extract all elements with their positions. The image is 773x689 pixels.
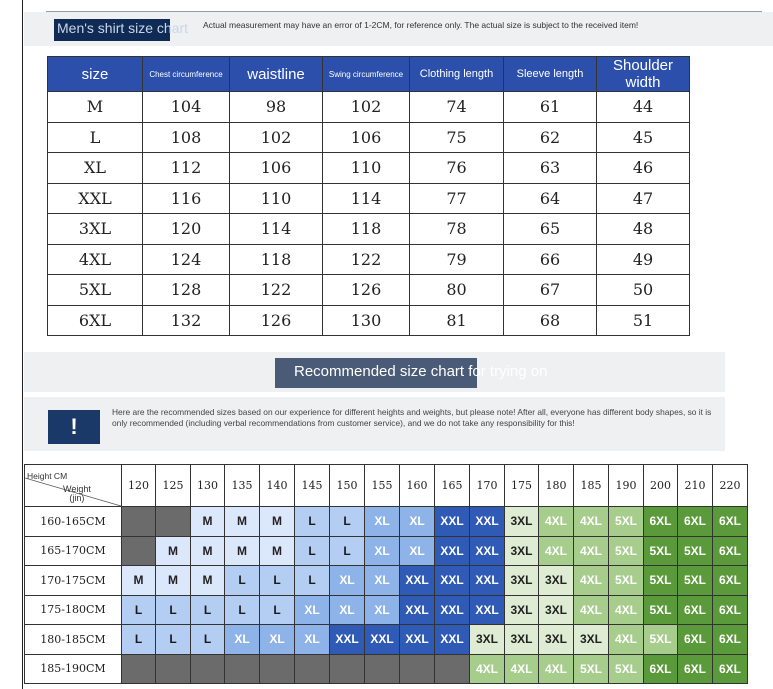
recommended-size-cell: XXL bbox=[400, 566, 435, 596]
measurement-cell: 128 bbox=[143, 275, 230, 306]
measurement-cell: 49 bbox=[597, 244, 690, 275]
recommended-size-cell: M bbox=[260, 536, 295, 566]
recommended-size-cell: XL bbox=[365, 536, 400, 566]
recommended-size-cell: 3XL bbox=[539, 595, 574, 625]
size-label-cell: XXL bbox=[48, 183, 143, 214]
size-label-cell: 5XL bbox=[48, 275, 143, 306]
weight-header-cell: 120 bbox=[122, 465, 156, 507]
measurement-cell: 74 bbox=[410, 92, 504, 123]
measurement-cell: 65 bbox=[504, 214, 597, 245]
recommended-size-cell: L bbox=[260, 566, 295, 596]
recommended-size-cell: 3XL bbox=[470, 625, 505, 655]
size-row bbox=[48, 214, 690, 245]
size-label-cell: 6XL bbox=[48, 305, 143, 336]
weight-header-cell: 145 bbox=[295, 465, 330, 507]
header-shoulder: Shoulder width bbox=[597, 57, 690, 92]
measurement-cell: 110 bbox=[230, 183, 323, 214]
height-label-cell: 170-175CM bbox=[25, 566, 122, 596]
measurement-cell: 112 bbox=[143, 153, 230, 184]
recommended-size-cell bbox=[156, 507, 191, 537]
recommended-size-cell: 6XL bbox=[713, 625, 748, 655]
recommended-size-cell bbox=[156, 654, 191, 684]
weight-header-cell: 185 bbox=[574, 465, 609, 507]
size-label-cell: L bbox=[48, 122, 143, 153]
recommended-size-cell: XXL bbox=[400, 595, 435, 625]
measurement-cell: 102 bbox=[323, 92, 410, 123]
corner-weight-text: Weight bbox=[63, 484, 91, 494]
corner-cell bbox=[25, 465, 122, 507]
recommended-size-cell: XL bbox=[400, 536, 435, 566]
measurement-cell: 64 bbox=[504, 183, 597, 214]
measurement-cell: 47 bbox=[597, 183, 690, 214]
recommended-size-cell: XXL bbox=[435, 536, 470, 566]
header-swing: Swing circumference bbox=[323, 57, 410, 92]
recommended-size-cell: M bbox=[156, 536, 191, 566]
recommended-size-cell: 4XL bbox=[574, 507, 609, 537]
size-label-cell: 3XL bbox=[48, 214, 143, 245]
recommended-size-cell: L bbox=[156, 625, 191, 655]
recommended-size-cell: 5XL bbox=[644, 536, 678, 566]
recommended-size-cell: L bbox=[122, 595, 156, 625]
recommended-size-cell: M bbox=[191, 507, 225, 537]
measurement-cell: 116 bbox=[143, 183, 230, 214]
height-row bbox=[25, 595, 748, 625]
recommended-size-cell: XL bbox=[365, 566, 400, 596]
measurement-cell: 130 bbox=[323, 305, 410, 336]
measurement-cell: 118 bbox=[323, 214, 410, 245]
weight-header-cell: 155 bbox=[365, 465, 400, 507]
recommended-size-cell bbox=[191, 654, 225, 684]
recommended-size-cell: XL bbox=[225, 625, 260, 655]
recommended-size-cell bbox=[365, 654, 400, 684]
size-row bbox=[48, 244, 690, 275]
height-label-cell: 165-170CM bbox=[25, 536, 122, 566]
recommended-size-cell: M bbox=[225, 507, 260, 537]
weight-header-cell: 160 bbox=[400, 465, 435, 507]
recommended-size-cell: M bbox=[156, 566, 191, 596]
header-waistline: waistline bbox=[230, 57, 323, 92]
measurement-cell: 50 bbox=[597, 275, 690, 306]
weight-header-cell: 165 bbox=[435, 465, 470, 507]
measurement-cell: 46 bbox=[597, 153, 690, 184]
recommended-size-cell: 6XL bbox=[713, 566, 748, 596]
corner-height-label: Height CM bbox=[27, 471, 68, 481]
recommended-size-cell: XXL bbox=[470, 507, 505, 537]
height-row bbox=[25, 625, 748, 655]
recommended-size-cell: 4XL bbox=[470, 654, 505, 684]
recommended-size-cell: 5XL bbox=[609, 536, 644, 566]
measurement-cell: 106 bbox=[323, 122, 410, 153]
recommended-size-cell: 4XL bbox=[539, 507, 574, 537]
height-row bbox=[25, 507, 748, 537]
measurement-cell: 75 bbox=[410, 122, 504, 153]
recommended-size-cell: XL bbox=[330, 566, 365, 596]
recommended-size-cell bbox=[435, 654, 470, 684]
height-row bbox=[25, 566, 748, 596]
recommended-size-cell: 5XL bbox=[609, 654, 644, 684]
weight-header-cell: 125 bbox=[156, 465, 191, 507]
recommended-size-cell: 6XL bbox=[713, 536, 748, 566]
size-label-cell: 4XL bbox=[48, 244, 143, 275]
recommended-size-cell: 3XL bbox=[505, 625, 539, 655]
measurement-cell: 67 bbox=[504, 275, 597, 306]
weight-header-cell: 130 bbox=[191, 465, 225, 507]
measurement-cell: 78 bbox=[410, 214, 504, 245]
recommended-size-cell: L bbox=[156, 595, 191, 625]
recommended-size-cell: XXL bbox=[470, 536, 505, 566]
recommended-size-cell: 4XL bbox=[574, 566, 609, 596]
header-clothing-length: Clothing length bbox=[410, 57, 504, 92]
recommended-size-cell: XXL bbox=[470, 595, 505, 625]
weight-header-cell: 180 bbox=[539, 465, 574, 507]
recommended-size-cell: 6XL bbox=[678, 507, 713, 537]
recommended-size-cell: L bbox=[260, 595, 295, 625]
measurement-cell: 61 bbox=[504, 92, 597, 123]
header-size: size bbox=[48, 57, 143, 92]
recommended-size-cell bbox=[295, 654, 330, 684]
recommended-size-cell: 6XL bbox=[713, 507, 748, 537]
recommended-size-cell: XL bbox=[260, 625, 295, 655]
recommended-size-cell: L bbox=[225, 595, 260, 625]
recommended-size-cell: XL bbox=[365, 507, 400, 537]
recommended-size-cell: L bbox=[295, 536, 330, 566]
recommended-size-cell: 5XL bbox=[644, 625, 678, 655]
recommended-size-cell: 6XL bbox=[713, 595, 748, 625]
measurement-cell: 132 bbox=[143, 305, 230, 336]
size-row bbox=[48, 183, 690, 214]
recommended-size-cell: XXL bbox=[435, 625, 470, 655]
recommended-size-cell: 6XL bbox=[644, 507, 678, 537]
measurement-cell: 118 bbox=[230, 244, 323, 275]
recommended-size-cell: 5XL bbox=[644, 566, 678, 596]
measurement-cell: 44 bbox=[597, 92, 690, 123]
recommended-size-cell: 5XL bbox=[609, 507, 644, 537]
recommended-size-cell bbox=[330, 654, 365, 684]
recommended-size-cell: 4XL bbox=[574, 595, 609, 625]
measurement-cell: 63 bbox=[504, 153, 597, 184]
height-row bbox=[25, 536, 748, 566]
height-label-cell: 160-165CM bbox=[25, 507, 122, 537]
measurement-cell: 122 bbox=[323, 244, 410, 275]
corner-weight-unit: (jin) bbox=[69, 493, 85, 503]
recommended-size-cell: 3XL bbox=[539, 625, 574, 655]
recommended-size-cell: 4XL bbox=[539, 536, 574, 566]
measurement-cell: 45 bbox=[597, 122, 690, 153]
recommended-size-cell: L bbox=[295, 507, 330, 537]
size-chart-title: Men's shirt size chart bbox=[57, 20, 189, 36]
recommended-size-cell: XXL bbox=[435, 566, 470, 596]
weight-header-cell: 200 bbox=[644, 465, 678, 507]
recommended-size-cell bbox=[122, 654, 156, 684]
recommended-size-cell: 5XL bbox=[678, 536, 713, 566]
measurement-cell: 110 bbox=[323, 153, 410, 184]
measurement-cell: 102 bbox=[230, 122, 323, 153]
recommended-size-cell: XXL bbox=[470, 566, 505, 596]
measurement-cell: 106 bbox=[230, 153, 323, 184]
height-row bbox=[25, 654, 748, 684]
weight-header-cell: 220 bbox=[713, 465, 748, 507]
measurement-cell: 126 bbox=[230, 305, 323, 336]
height-label-cell: 180-185CM bbox=[25, 625, 122, 655]
recommended-size-cell: M bbox=[122, 566, 156, 596]
recommended-size-cell: 3XL bbox=[505, 507, 539, 537]
size-row bbox=[48, 153, 690, 184]
measurement-cell: 76 bbox=[410, 153, 504, 184]
weight-header-cell: 140 bbox=[260, 465, 295, 507]
recommended-size-cell: XL bbox=[295, 625, 330, 655]
size-table bbox=[47, 56, 690, 336]
recommended-size-cell: 3XL bbox=[574, 625, 609, 655]
measurement-note: Actual measurement may have an error of 1-2CM, for reference only. The actual size is subject to the received item! bbox=[203, 20, 639, 30]
recommended-size-cell: 5XL bbox=[644, 595, 678, 625]
measurement-cell: 68 bbox=[504, 305, 597, 336]
height-label-cell: 185-190CM bbox=[25, 654, 122, 684]
recommended-size-cell: 4XL bbox=[574, 536, 609, 566]
recommended-size-cell: XXL bbox=[400, 625, 435, 655]
recommended-size-cell: XL bbox=[400, 507, 435, 537]
measurement-cell: 98 bbox=[230, 92, 323, 123]
size-table-header-row bbox=[48, 57, 690, 92]
weight-header-cell: 190 bbox=[609, 465, 644, 507]
measurement-cell: 114 bbox=[230, 214, 323, 245]
measurement-cell: 62 bbox=[504, 122, 597, 153]
recommended-size-cell: XXL bbox=[365, 625, 400, 655]
left-border-line bbox=[22, 0, 23, 689]
recommended-size-cell bbox=[122, 507, 156, 537]
recommended-size-cell: 3XL bbox=[505, 536, 539, 566]
recommended-size-cell: 3XL bbox=[505, 595, 539, 625]
recommended-size-cell: L bbox=[225, 566, 260, 596]
measurement-cell: 122 bbox=[230, 275, 323, 306]
size-row bbox=[48, 305, 690, 336]
recommended-size-cell: XXL bbox=[330, 625, 365, 655]
recommended-size-cell bbox=[260, 654, 295, 684]
weight-header-cell: 175 bbox=[505, 465, 539, 507]
measurement-cell: 79 bbox=[410, 244, 504, 275]
recommended-size-cell: M bbox=[191, 536, 225, 566]
recommended-size-cell bbox=[122, 536, 156, 566]
notice-text: Here are the recommended sizes based on our experience for different heights and weights, but please note! After all, everyone has different body shapes, so it is only recommended (including verbal recommendations from customer service), and we do not take any responsibility for this! bbox=[112, 407, 712, 428]
measurement-cell: 51 bbox=[597, 305, 690, 336]
weight-header-cell: 150 bbox=[330, 465, 365, 507]
recommended-size-cell: 4XL bbox=[609, 625, 644, 655]
recommended-size-cell: L bbox=[330, 507, 365, 537]
recommended-size-cell: XL bbox=[365, 595, 400, 625]
recommended-size-cell: 5XL bbox=[678, 566, 713, 596]
size-row bbox=[48, 122, 690, 153]
recommendation-table bbox=[24, 464, 748, 684]
recommended-size-cell: L bbox=[330, 536, 365, 566]
recommended-size-cell: XXL bbox=[435, 507, 470, 537]
weight-header-row bbox=[25, 465, 748, 507]
measurement-cell: 126 bbox=[323, 275, 410, 306]
size-label-cell: XL bbox=[48, 153, 143, 184]
recommended-size-cell bbox=[400, 654, 435, 684]
recommended-size-cell: 5XL bbox=[609, 566, 644, 596]
recommended-size-cell: L bbox=[191, 595, 225, 625]
height-label-cell: 175-180CM bbox=[25, 595, 122, 625]
weight-header-cell: 135 bbox=[225, 465, 260, 507]
recommended-size-cell: L bbox=[191, 625, 225, 655]
measurement-cell: 81 bbox=[410, 305, 504, 336]
measurement-cell: 77 bbox=[410, 183, 504, 214]
corner-weight-label bbox=[63, 485, 91, 503]
measurement-cell: 124 bbox=[143, 244, 230, 275]
recommended-size-cell: XXL bbox=[435, 595, 470, 625]
weight-header-cell: 210 bbox=[678, 465, 713, 507]
recommended-size-cell: L bbox=[122, 625, 156, 655]
recommended-size-cell bbox=[225, 654, 260, 684]
recommended-size-cell: 6XL bbox=[678, 595, 713, 625]
size-row bbox=[48, 92, 690, 123]
measurement-cell: 120 bbox=[143, 214, 230, 245]
measurement-cell: 80 bbox=[410, 275, 504, 306]
recommended-size-cell: 3XL bbox=[539, 566, 574, 596]
recommended-size-cell: 5XL bbox=[574, 654, 609, 684]
measurement-cell: 48 bbox=[597, 214, 690, 245]
recommended-size-cell: M bbox=[260, 507, 295, 537]
recommended-size-cell: XL bbox=[330, 595, 365, 625]
recommended-size-cell: 6XL bbox=[644, 654, 678, 684]
measurement-cell: 66 bbox=[504, 244, 597, 275]
recommended-size-cell: 3XL bbox=[505, 566, 539, 596]
recommended-size-cell: 6XL bbox=[713, 654, 748, 684]
size-row bbox=[48, 275, 690, 306]
recommended-size-cell: M bbox=[191, 566, 225, 596]
recommended-size-cell: 6XL bbox=[678, 654, 713, 684]
header-sleeve-length: Sleeve length bbox=[504, 57, 597, 92]
recommended-size-cell: 6XL bbox=[678, 625, 713, 655]
header-chest: Chest circumference bbox=[143, 57, 230, 92]
recommended-size-cell: XL bbox=[295, 595, 330, 625]
recommended-size-cell: 4XL bbox=[609, 595, 644, 625]
recommendation-title: Recommended size chart for trying on bbox=[294, 363, 548, 380]
recommended-size-cell: M bbox=[225, 536, 260, 566]
measurement-cell: 114 bbox=[323, 183, 410, 214]
recommended-size-cell: 4XL bbox=[539, 654, 574, 684]
recommended-size-cell: 4XL bbox=[505, 654, 539, 684]
size-label-cell: M bbox=[48, 92, 143, 123]
measurement-cell: 104 bbox=[143, 92, 230, 123]
measurement-cell: 108 bbox=[143, 122, 230, 153]
weight-header-cell: 170 bbox=[470, 465, 505, 507]
recommended-size-cell: L bbox=[295, 566, 330, 596]
exclamation-icon: ! bbox=[48, 410, 100, 444]
